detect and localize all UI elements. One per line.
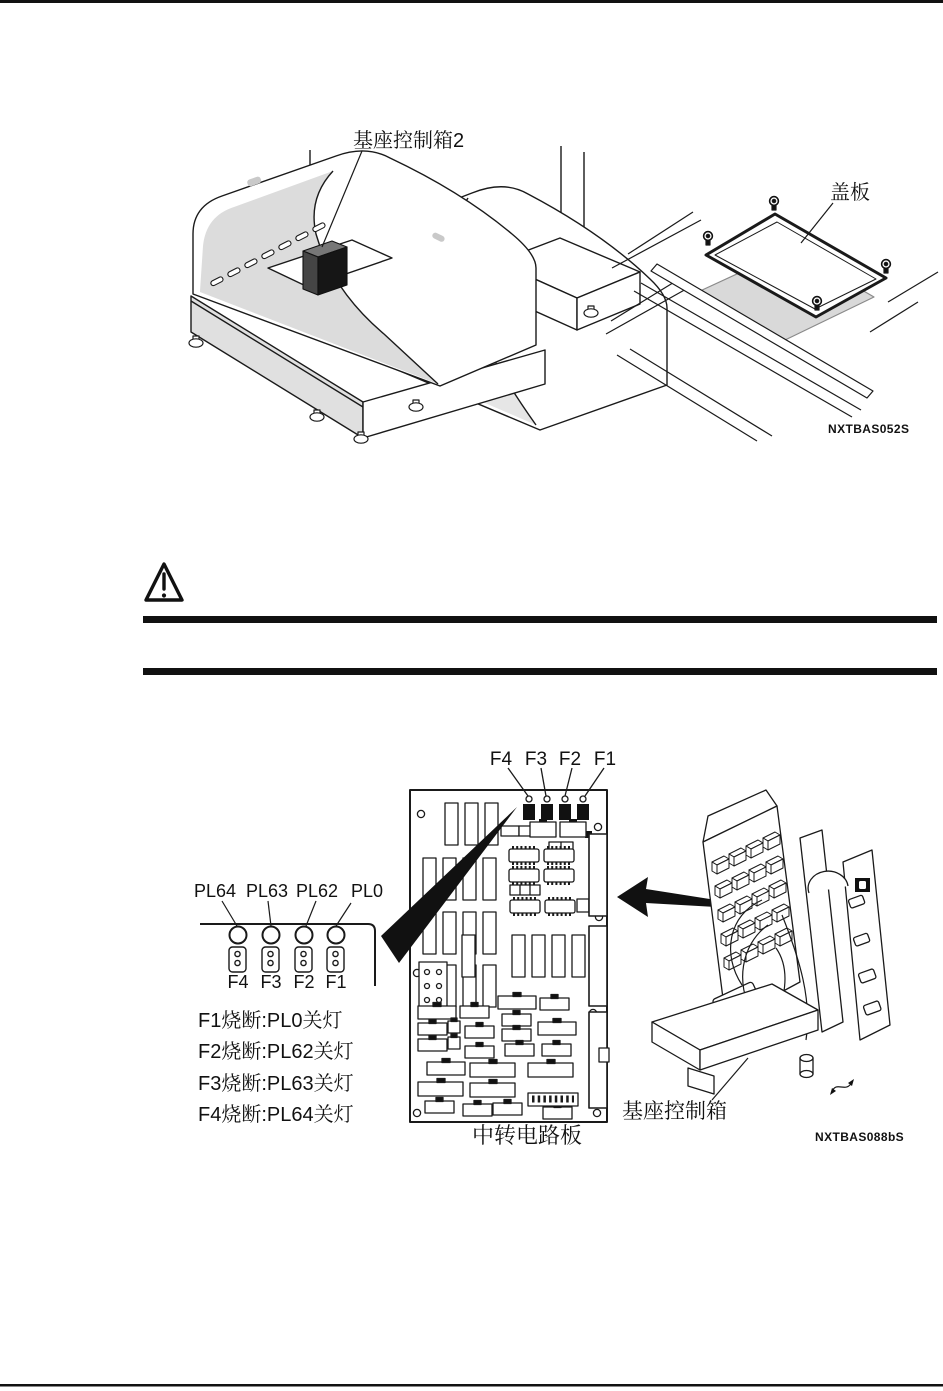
lamp-callout-pl62: PL62 <box>295 881 339 901</box>
warning-icon <box>146 564 182 600</box>
fuse-callout-f2: F2 <box>558 749 582 770</box>
figure2-control-box-illustration <box>652 790 890 1100</box>
fuse-note-3: F3烧断:PL63关灯 <box>198 1073 354 1095</box>
figure1-code: NXTBAS052S <box>828 422 910 436</box>
control-box-label: 基座控制箱 <box>622 1100 727 1123</box>
screw-icon <box>704 232 713 245</box>
fuse-note-4: F4烧断:PL64关灯 <box>198 1104 354 1126</box>
top-rule <box>0 0 943 3</box>
figure2-board-illustration <box>381 768 609 1122</box>
control-box-2 <box>303 241 347 295</box>
screw-icon <box>770 197 779 210</box>
figure2-fuse-inset <box>200 901 375 986</box>
fuse-callout-f4: F4 <box>489 749 513 770</box>
figure2-code: NXTBAS088bS <box>815 1130 905 1144</box>
arrow-left-icon <box>617 877 716 917</box>
lamp-callout-pl64: PL64 <box>193 881 237 901</box>
fuse-note-2: F2烧断:PL62关灯 <box>198 1041 354 1063</box>
heavy-rule-bottom <box>143 668 937 675</box>
bottom-rule <box>0 1384 943 1387</box>
fuse-callout-f3: F3 <box>524 749 548 770</box>
fuse-note-1: F1烧断:PL0关灯 <box>198 1010 343 1032</box>
fuse-callout-f1: F1 <box>593 749 617 770</box>
heavy-rule-top <box>143 616 937 623</box>
lamp-pl63 <box>263 927 280 944</box>
lamp-pl0 <box>328 927 345 944</box>
lamp-pl62 <box>296 927 313 944</box>
screw-icon <box>882 260 891 273</box>
machine-label: 基座控制箱2 <box>353 130 465 152</box>
board-caption: 中转电路板 <box>471 1123 583 1148</box>
cover-plate-label: 盖板 <box>830 182 870 204</box>
figure1-machines-illustration <box>189 146 667 443</box>
holder-label-f3: F3 <box>260 972 282 992</box>
lamp-callout-pl63: PL63 <box>245 881 289 901</box>
lamp-pl64 <box>230 927 247 944</box>
holder-label-f1: F1 <box>325 972 347 992</box>
holder-label-f2: F2 <box>293 972 315 992</box>
lamp-callout-pl0: PL0 <box>350 881 384 901</box>
holder-label-f4: F4 <box>227 972 249 992</box>
